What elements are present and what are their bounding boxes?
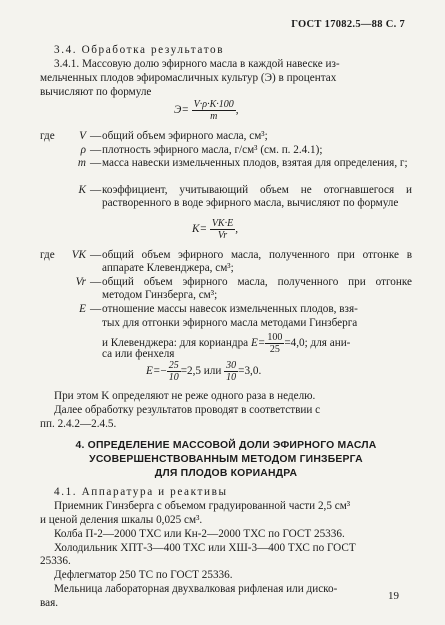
list-item: Приемник Гинзберга с объемом градуированной части 2,5 см³ [54,500,351,512]
paragraph-line: мельченных плодов эфиромасличных культур (Э) в процентах [40,72,337,84]
definition-VK: VK — общий объем эфирного масла, полученного при отгонке в аппарате Клевенджера, см³; [71,249,412,275]
paragraph-line: При этом K определяют не реже одного раза в неделю. [54,390,316,402]
definition-E-line: тых для отгонки эфирного масла методами Гинзберга [102,317,358,329]
list-item: Холодильник ХПТ-3—400 ТХС или ХШ-3—400 ТХС по ГОСТ [54,542,356,554]
section-heading: ДЛЯ ПЛОДОВ КОРИАНДРА [154,468,298,479]
where-label: где [40,249,55,261]
list-item: Колба П-2—2000 ТХС или Кн-2—2000 ТХС по ГОСТ 25336. [54,528,345,540]
definition-E-line: са или фенхеля [102,348,175,360]
formula-ether-share: Э= $\frac{V\cdot\rho\cdot K\cdot 100}{m}$ , [174,99,239,122]
paragraph-line: 3.4.1. Массовую долю эфирного масла в каждой навеске из- [54,58,340,70]
list-item: 25336. [40,555,71,567]
paragraph-line: Далее обработку результатов проводят в соответствии с [54,404,321,416]
formula-E-anise: E=− $\frac{25}{10}$ =2,5 или $\frac{30}{10}$ =3,0. [146,360,262,383]
paragraph-line: вычисляют по формуле [40,86,152,98]
section-heading: УСОВЕРШЕНСТВОВАННЫМ МЕТОДОМ ГИНЗБЕРГА [89,454,363,465]
subsection-title: 4.1. Аппаратура и реактивы [54,486,228,498]
section-title: 3.4. Обработка результатов [54,44,225,56]
where-label: где [40,130,55,142]
definition-m: m — масса навески измельченных плодов, взятая для определения, г; [77,157,408,169]
section-heading: 4. ОПРЕДЕЛЕНИЕ МАССОВОЙ ДОЛИ ЭФИРНОГО МАСЛА [75,440,377,451]
definition-V: V — общий объем эфирного масла, см³; [79,130,268,142]
definition-E-line: и Клевенджера: для кориандра E= $\frac{100}{25}$ =4,0; для ани- [102,332,351,355]
list-item: Дефлегматор 250 ТС по ГОСТ 25336. [54,569,233,581]
paragraph-line: пп. 2.4.2—2.4.5. [40,418,117,430]
list-item: Мельница лабораторная двухвалковая рифленая или диско- [54,583,338,595]
list-item: вая. [40,597,59,609]
page-number: 19 [388,589,399,602]
definition-rho: ρ — плотность эфирного масла, г/см³ (см. п. 2.4.1); [80,144,323,156]
page-header: ГОСТ 17082.5—88 С. 7 [291,19,405,30]
list-item: и ценой деления шкалы 0,025 см³. [40,514,203,526]
definition-E: E — отношение массы навесок измельченных плодов, взя- [79,303,358,315]
definition-K: K — коэффициент, учитывающий объем не отогнавшегося и растворенного в воде эфирного масла, вычисляют по формуле [78,184,412,210]
formula-coefficient-K: K= $\frac{VK\cdot E}{Vr}$ , [192,218,238,241]
definition-Vr: Vr — общий объем эфирного масла, полученного при отгонке методом Гинзберга, см³; [75,276,412,302]
